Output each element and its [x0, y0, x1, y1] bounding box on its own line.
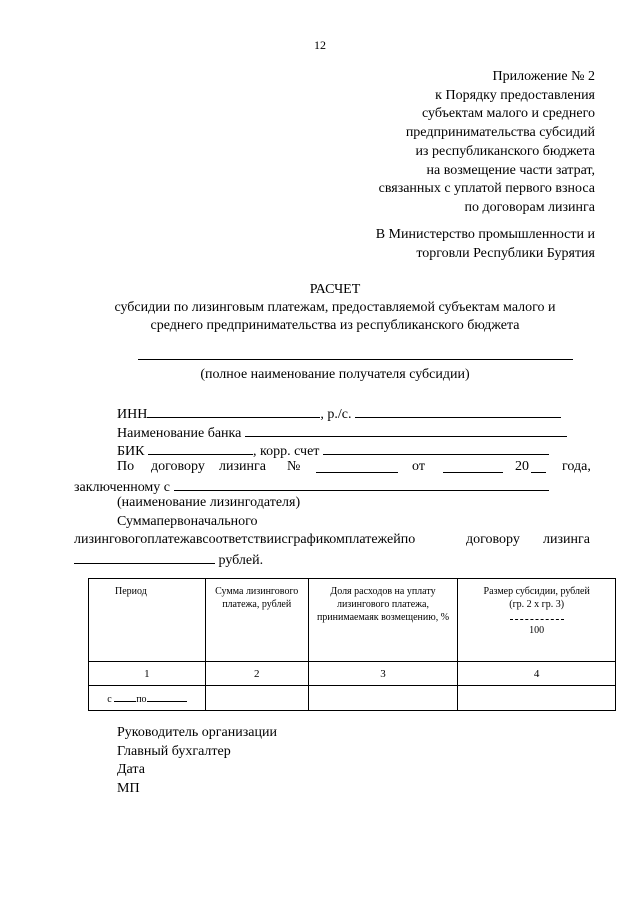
period-to-field[interactable]: [147, 692, 187, 702]
lease-word: лизинга: [219, 459, 266, 474]
subsidy-table: [88, 578, 616, 711]
table-header-row: [89, 579, 616, 662]
signature-head: Руководитель организации: [117, 725, 277, 740]
appendix-line: Приложение № 2: [492, 69, 595, 84]
addressee-line: торговли Республики Бурятия: [416, 245, 595, 261]
subsidy-header-label: Размер субсидии, рублей: [483, 586, 590, 597]
year-word: года,: [562, 459, 591, 474]
bank-row: [117, 423, 567, 442]
sum-row: [74, 550, 263, 569]
appendix-line: предпринимательства субсидий: [405, 125, 595, 141]
inn-label: ИНН: [117, 407, 148, 422]
appendix-line: к Порядку предоставления: [435, 87, 595, 103]
bank-field[interactable]: [245, 423, 567, 437]
sum-description: лизинговогоплатежавсоответствиисграфикомплатежейпо: [74, 532, 416, 547]
column-number: 4: [458, 662, 616, 686]
period-to-label: по: [136, 694, 147, 705]
period-cell[interactable]: [89, 686, 206, 711]
bik-label: БИК: [117, 444, 145, 459]
signature-stamp: МП: [117, 780, 140, 796]
table-column-number-row: [89, 662, 616, 686]
contract-word: договору: [151, 459, 205, 474]
inn-field[interactable]: [147, 404, 320, 418]
concluded-label: заключенному с: [74, 480, 171, 495]
corr-field[interactable]: [323, 441, 549, 455]
header-expense-share: Доля расходов на уплату лизингового платежа, принимаемаяк возмещению, %: [308, 579, 458, 662]
sum-field[interactable]: [74, 550, 215, 564]
expense-share-cell[interactable]: [308, 686, 458, 711]
contract-number-label: По: [117, 459, 135, 474]
appendix-line: связанных с уплатой первого взноса: [378, 181, 595, 197]
header-period: Период: [89, 579, 206, 662]
subsidy-formula: (гр. 2 х гр. 3): [509, 599, 565, 610]
bank-label: Наименование банка: [117, 426, 242, 441]
header-payment-sum: Сумма лизингового платежа, рублей: [205, 579, 308, 662]
recipient-name-line: [138, 359, 573, 360]
payment-sum-cell[interactable]: [205, 686, 308, 711]
year-prefix: 20: [515, 459, 529, 474]
addressee: [376, 226, 595, 263]
table-row: [89, 686, 616, 711]
signatures: [117, 724, 277, 798]
year-field[interactable]: [531, 459, 546, 478]
appendix-line: по договорам лизинга: [464, 199, 595, 215]
document-title: РАСЧЕТ: [309, 282, 361, 297]
inn-row: [117, 404, 561, 423]
contract-number-field[interactable]: [316, 459, 398, 478]
appendix-line: субъектам малого и среднего: [422, 106, 595, 122]
document-title-block: [90, 281, 580, 335]
appendix-line: на возмещение части затрат,: [426, 162, 595, 178]
signature-date: Дата: [117, 762, 145, 777]
contract-date-field[interactable]: [443, 459, 503, 478]
rs-field[interactable]: [355, 404, 561, 418]
appendix-line: из республиканского бюджета: [415, 143, 595, 159]
document-subtitle: субсидии по лизинговым платежам, предоставляемой субъектам малого и среднего предпринимательства из республиканского бюджета: [114, 300, 556, 333]
from-word: от: [412, 459, 425, 474]
rubles-label: рублей.: [218, 553, 264, 568]
subsidy-amount-cell[interactable]: [458, 686, 616, 711]
lessor-field[interactable]: [174, 477, 549, 491]
lessor-caption: (наименование лизингодателя): [117, 495, 301, 510]
addressee-line: В Министерство промышленности и: [375, 227, 595, 242]
column-number: 3: [308, 662, 458, 686]
formula-denominator: 100: [529, 625, 545, 636]
recipient-caption: (полное наименование получателя субсидии): [200, 367, 470, 382]
bik-row: [117, 441, 549, 460]
concluded-row: [74, 477, 549, 496]
column-number: 1: [89, 662, 206, 686]
bik-field[interactable]: [148, 441, 253, 455]
period-from-field[interactable]: [114, 692, 136, 702]
appendix-header: [379, 68, 595, 218]
fraction-line: [510, 619, 564, 620]
corr-label: , корр. счет: [253, 444, 320, 459]
column-number: 2: [205, 662, 308, 686]
signature-accountant: Главный бухгалтер: [117, 743, 231, 759]
period-from-label: с: [107, 694, 112, 705]
header-subsidy-amount: [458, 579, 616, 662]
sum-label: Суммапервоначального: [117, 514, 258, 529]
sum-lease-word: лизинга: [543, 532, 590, 547]
number-sign: №: [287, 459, 301, 474]
sum-contract-word: договору: [466, 532, 520, 547]
rs-label: , р./с.: [320, 407, 352, 422]
page-number: 12: [314, 38, 326, 52]
